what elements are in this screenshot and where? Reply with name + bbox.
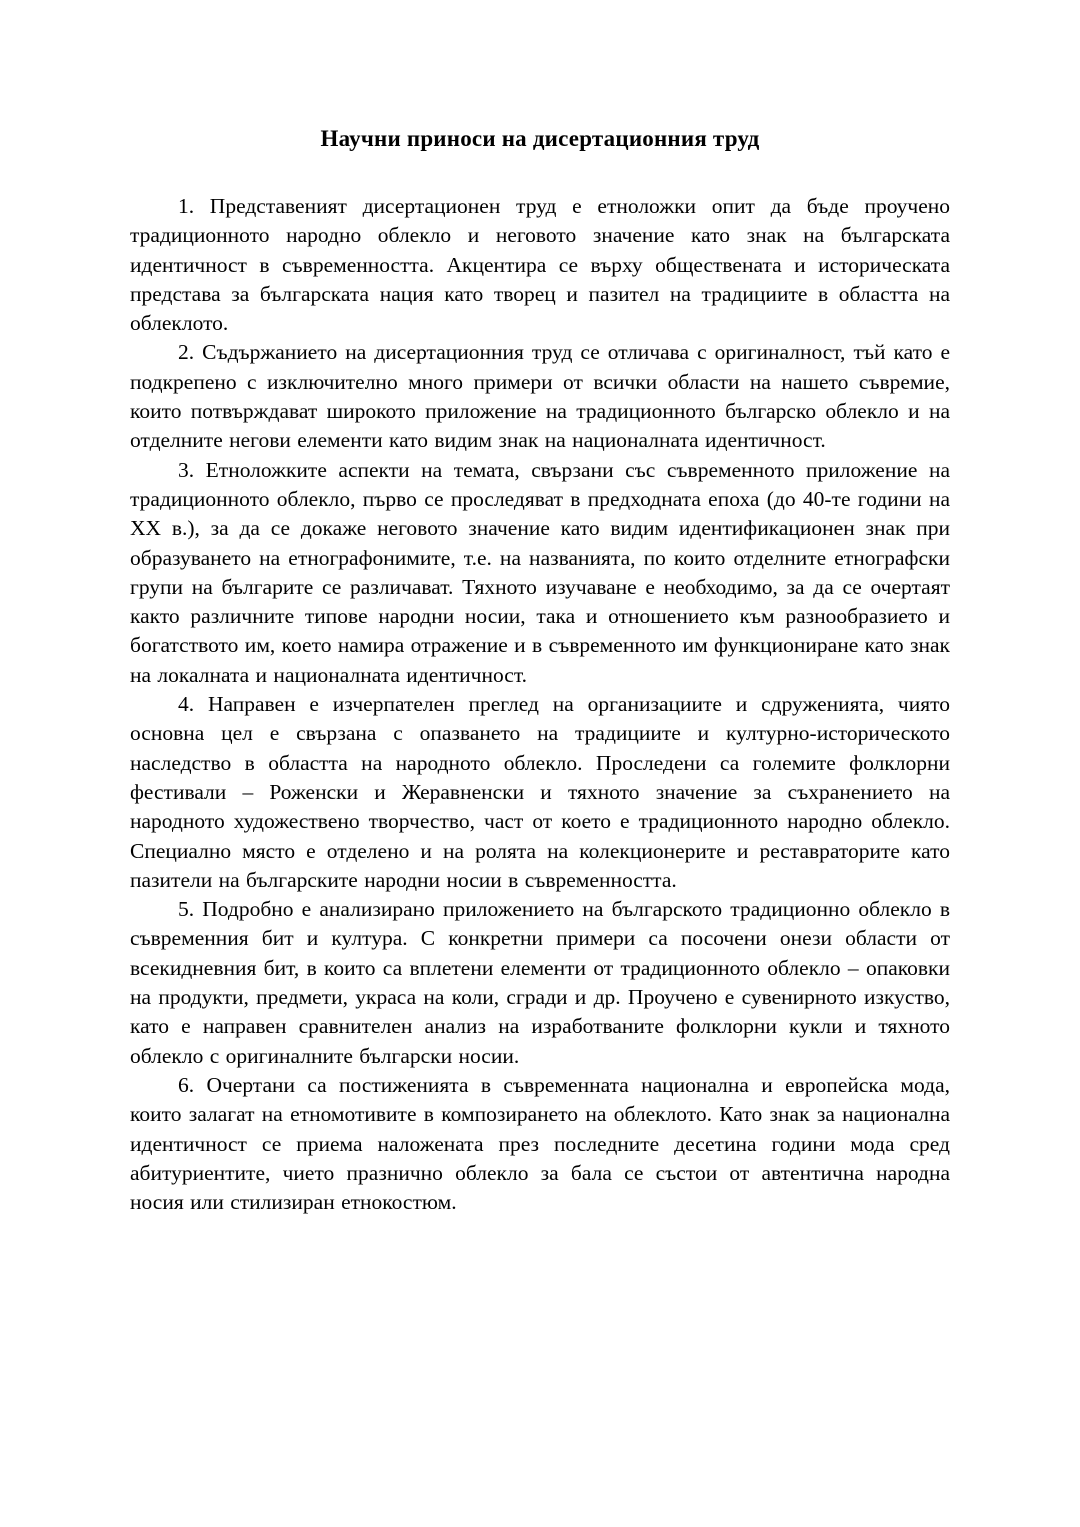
paragraph-4: 4. Направен е изчерпателен преглед на организациите и сдруженията, чиято основна цел е свързана с опазването на традициите и културно-историческото наследство в областта на народното облекло. Проследени са големите фолклорни фестивали – Роженски и Жеравненски и тяхното значение за съхранението на народното художествено творчество, част от което е традиционното народно облекло. Специално място е отделено и на ролята на колекционерите и реставраторите като пазители на българските народни носии в съвременността.: [130, 692, 950, 892]
document-body: [130, 192, 950, 1217]
paragraph-5: 5. Подробно е анализирано приложението на българското традиционно облекло в съвременния бит и култура. С конкретни примери са посочени онези области от всекидневния бит, в които са вплетени елементи от традиционното облекло – опаковки на продукти, предмети, украса на коли, сгради и др. Проучено е сувенирното изкуство, като е направен сравнителен анализ на изработваните фолклорни кукли и тяхното облекло с оригиналните български носии.: [130, 897, 950, 1068]
paragraph-1: 1. Представеният дисертационен труд е етноложки опит да бъде проучено традиционното народно облекло и неговото значение като знак на българската идентичност в съвременността. Акцентира се върху обществената и историческата представа за българската нация като творец и пазител на традициите в областта на облеклото.: [130, 194, 950, 336]
paragraph-6: 6. Очертани са постиженията в съвременната национална и европейска мода, които залагат на етномотивите в композирането на облеклото. Като знак за национална идентичност се приема наложената през последните десетина години мода сред абитуриентите, чието празнично облекло за бала се състои от автентична народна носия или стилизиран етнокостюм.: [130, 1072, 950, 1215]
paragraph-2: 2. Съдържанието на дисертационния труд се отличава с оригиналност, тъй като е подкрепено с изключително много примери от всички области на нашето съвремие, които потвърждават широкото приложение на традиционното българско облекло и на отделните негови елементи като видим знак на националната идентичност.: [130, 340, 950, 453]
document-title: Научни приноси на дисертационния труд: [320, 126, 760, 151]
paragraph-3: 3. Етноложките аспекти на темата, свързани със съвременното приложение на традиционното облекло, първо се проследяват в предходната епоха (до 40-те години на ХХ в.), за да се докаже неговото значение като видим идентификационен знак при образуването на етнографонимите, т.е. на названията, по които отделните етнографски групи на българите се различават. Тяхното изучаване е необходимо, за да се очертаят както различните типове народни носии, така и отношението към разнообразието и богатството им, което намира отражение и в съвременното им функциониране като знак на локалната и националната идентичност.: [130, 457, 950, 687]
